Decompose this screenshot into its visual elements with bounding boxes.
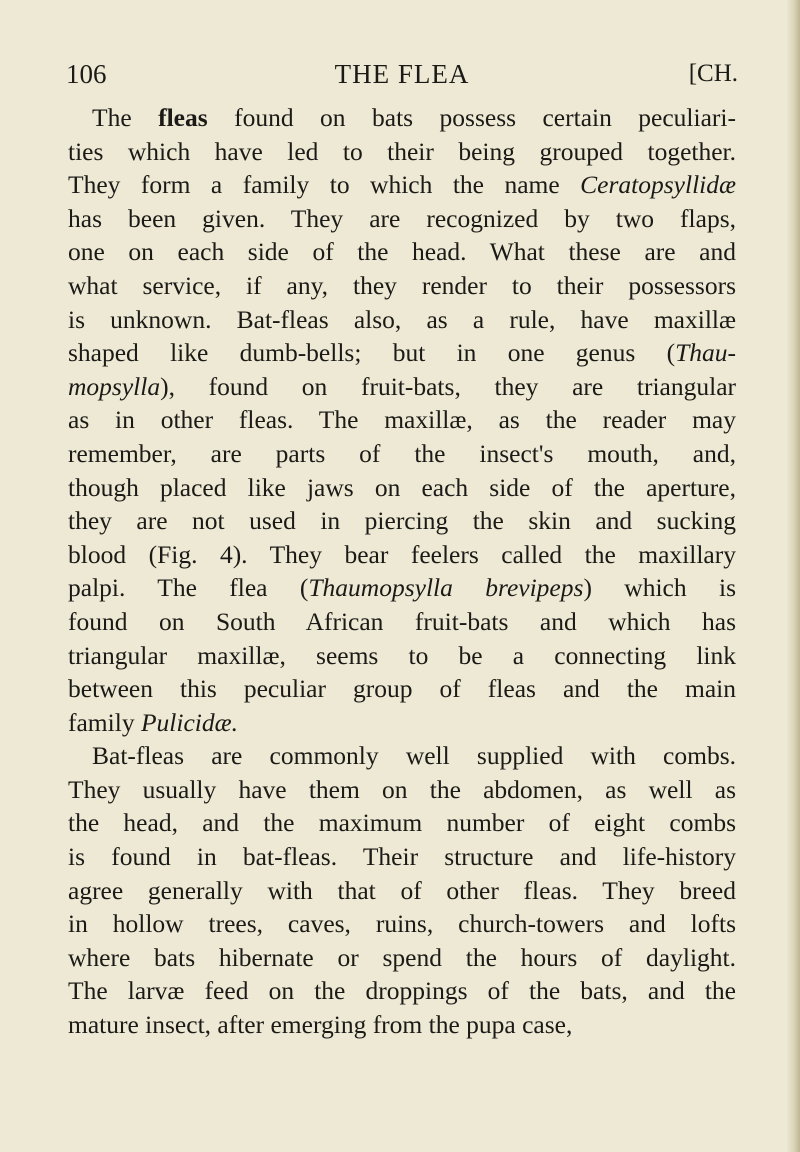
text-run: shaped like dumb-bells; but in one genus ( [68, 338, 676, 368]
text-line [68, 370, 736, 404]
text-run: The [92, 103, 159, 132]
italic-text: Ceratopsyllidæ [580, 170, 736, 200]
bold-text: fleas [158, 103, 208, 132]
text-line [68, 706, 736, 740]
italic-text: Pulicidæ. [140, 707, 238, 737]
text-run: in hollow trees, caves, ruins, church-towers and lofts [68, 909, 736, 939]
text-line [68, 1008, 736, 1042]
text-line [68, 403, 736, 437]
italic-text: Thaumopsylla brevipeps [308, 573, 584, 603]
text-line [68, 168, 736, 202]
running-title: THE FLEA [334, 59, 470, 89]
text-line [68, 874, 736, 908]
text-line [68, 571, 736, 605]
page-number: 106 [66, 59, 107, 89]
text-line [68, 739, 736, 773]
italic-text: Thau- [675, 338, 736, 368]
text-run: agree generally with that of other fleas. They breed [68, 875, 736, 905]
text-line [68, 840, 736, 874]
text-run: ) which is [583, 573, 736, 603]
text-line [68, 235, 736, 269]
text-line [68, 941, 736, 975]
text-run: where bats hibernate or spend the hours of daylight. [68, 942, 736, 972]
text-line [68, 907, 736, 941]
text-run: though placed like jaws on each side of the aperture, [68, 472, 736, 502]
text-run: is found in bat-fleas. Their structure and life-history [68, 842, 736, 872]
text-run: ties which have led to their being grouped together. [68, 136, 736, 166]
text-run: blood (Fig. 4). They bear feelers called the maxillary [68, 539, 736, 569]
text-line [68, 538, 736, 572]
italic-text: mopsylla [68, 371, 161, 401]
page-header [66, 54, 738, 94]
text-line [68, 202, 736, 236]
text-line [68, 303, 736, 337]
text-line [68, 974, 736, 1008]
text-run: found on South African fruit-bats and which has [68, 606, 736, 636]
text-run: mature insect, after emerging from the pupa case, [68, 1010, 573, 1040]
text-run: the head, and the maximum number of eight combs [68, 808, 736, 838]
page-edge-shadow [786, 0, 800, 1152]
text-line [68, 639, 736, 673]
text-run: has been given. They are recognized by two flaps, [68, 203, 736, 233]
text-run: one on each side of the head. What these are and [68, 237, 736, 267]
text-line [68, 672, 736, 706]
text-line [68, 135, 736, 169]
text-run: The larvæ feed on the droppings of the bats, and the [68, 976, 736, 1006]
text-run: found on bats possess certain peculiari- [207, 103, 736, 132]
text-run: They usually have them on the abdomen, as well as [68, 774, 736, 804]
text-run: ), found on fruit-bats, they are triangular [160, 371, 736, 401]
text-line [68, 336, 736, 370]
text-run: palpi. The flea ( [68, 573, 309, 603]
body-text [68, 101, 736, 1042]
text-run: between this peculiar group of fleas and the main [68, 674, 736, 704]
text-line [68, 269, 736, 303]
text-line [68, 806, 736, 840]
text-run: They form a family to which the name [68, 170, 581, 200]
text-line [68, 471, 736, 505]
text-line [68, 504, 736, 538]
text-run: family [68, 707, 141, 737]
text-run: is unknown. Bat-fleas also, as a rule, have maxillæ [68, 304, 736, 334]
text-run: they are not used in piercing the skin and sucking [68, 506, 736, 536]
text-line [68, 101, 736, 135]
text-line [68, 605, 736, 639]
text-run: triangular maxillæ, seems to be a connecting link [68, 640, 736, 670]
text-line [68, 437, 736, 471]
text-run: as in other fleas. The maxillæ, as the reader may [68, 405, 736, 435]
chapter-mark: [CH. [688, 60, 738, 87]
text-run: Bat-fleas are commonly well supplied with combs. [92, 741, 736, 771]
text-line [68, 773, 736, 807]
text-run: remember, are parts of the insect's mouth, and, [68, 438, 736, 468]
text-run: what service, if any, they render to their possessors [68, 270, 736, 300]
